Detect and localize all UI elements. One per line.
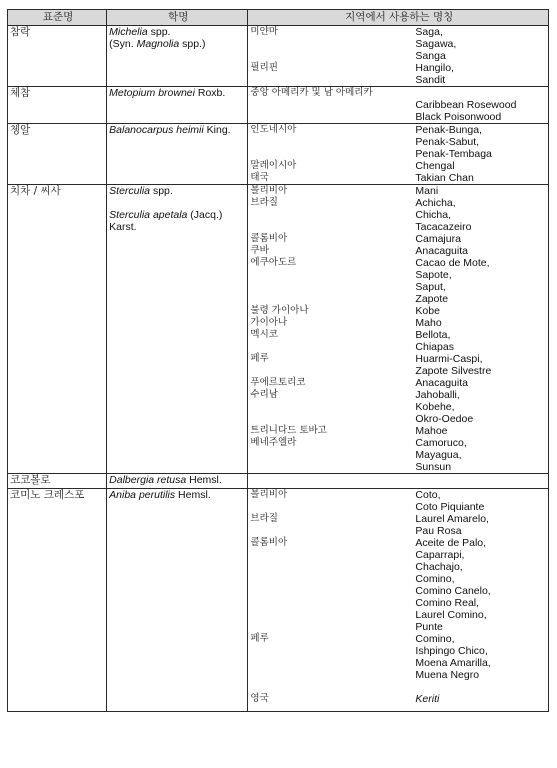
local-name: Coto Piquiante xyxy=(415,501,485,513)
region-name: 베네주엘라 xyxy=(250,437,297,448)
local-name: Ishpingo Chico, xyxy=(415,645,488,657)
local-name: Coto, xyxy=(415,489,441,501)
spacer xyxy=(109,197,247,209)
local-names-cell xyxy=(248,489,549,712)
local-name: Comino, xyxy=(415,633,455,645)
standard-name-cell: 참락 xyxy=(8,26,107,87)
scientific-name-genus: Sterculia xyxy=(109,185,151,197)
region-group xyxy=(250,305,548,317)
local-name: Pau Rosa xyxy=(415,525,462,537)
region-group xyxy=(250,124,548,160)
local-name: Camoruco, xyxy=(415,437,467,449)
local-name: Sagawa, xyxy=(415,38,457,50)
region-name: 콜롬비아 xyxy=(250,233,288,244)
scientific-name-genus: Dalbergia retusa xyxy=(109,474,187,486)
scientific-name-genus: Metopium brownei xyxy=(109,87,195,99)
local-name: Anacaguita xyxy=(415,245,468,257)
local-name-list xyxy=(415,317,548,329)
local-name xyxy=(415,87,548,99)
local-name: Hangilo, xyxy=(415,62,454,74)
scientific-name-line xyxy=(109,124,247,136)
local-name-list xyxy=(415,257,548,305)
local-name: Chengal xyxy=(415,160,455,172)
spacer xyxy=(250,681,548,693)
local-name: Saput, xyxy=(415,281,446,293)
local-name-list xyxy=(415,693,548,705)
region-group xyxy=(250,377,548,389)
region-name: 트리니다드 토바고 xyxy=(250,425,327,436)
local-name-list xyxy=(415,233,548,245)
region-name: 가이아나 xyxy=(250,317,288,328)
scientific-name-line xyxy=(109,209,247,221)
scientific-name-author: King. xyxy=(203,124,231,136)
local-name-list xyxy=(415,513,548,537)
local-name: Okro-Oedoe xyxy=(415,413,474,425)
region-group xyxy=(250,693,548,705)
table-row xyxy=(8,87,549,124)
region-group xyxy=(250,489,548,513)
table-body xyxy=(8,26,549,712)
local-name: Black Poisonwood xyxy=(415,111,502,123)
table-row xyxy=(8,26,549,87)
region-group xyxy=(250,389,548,425)
local-name-list xyxy=(415,353,548,377)
scientific-name-genus: Michelia xyxy=(109,26,148,38)
scientific-name-line xyxy=(109,474,247,486)
scientific-name-line xyxy=(109,38,247,50)
local-name: Caparrapi, xyxy=(415,549,465,561)
local-name: Penak-Bunga, xyxy=(415,124,482,136)
region-name: 에쿠아도르 xyxy=(250,257,297,268)
region-group xyxy=(250,197,548,233)
region-group xyxy=(250,62,548,86)
region-group xyxy=(250,26,548,62)
scientific-name-author: spp.) xyxy=(179,38,206,50)
standard-name-cell: 체참 xyxy=(8,87,107,124)
local-name-list xyxy=(415,377,548,389)
local-name-list xyxy=(415,537,548,633)
scientific-name-line xyxy=(109,221,247,233)
scientific-name-author: Hemsl. xyxy=(175,489,211,501)
local-name: Chachajo, xyxy=(415,561,463,573)
region-group xyxy=(250,257,548,305)
local-names-cell xyxy=(248,124,549,185)
local-names-cell xyxy=(248,26,549,87)
table-row xyxy=(8,124,549,185)
local-name-list xyxy=(415,245,548,257)
local-name: Takian Chan xyxy=(415,172,474,184)
local-name-list xyxy=(415,329,548,353)
local-name: Chiapas xyxy=(415,341,454,353)
standard-name-cell: 쳉알 xyxy=(8,124,107,185)
local-name: Jahoballi, xyxy=(415,389,460,401)
region-name: 인도네시아 xyxy=(250,124,297,135)
wood-names-table xyxy=(7,9,549,712)
region-group xyxy=(250,437,548,473)
region-name: 필리핀 xyxy=(250,62,278,73)
local-name: Camajura xyxy=(415,233,461,245)
region-group xyxy=(250,172,548,184)
local-names-cell xyxy=(248,185,549,474)
scientific-name-cell xyxy=(107,124,248,185)
local-name: Muena Negro xyxy=(415,669,480,681)
local-name-list xyxy=(415,185,548,197)
table-row xyxy=(8,185,549,474)
region-name: 브라질 xyxy=(250,197,278,208)
region-name: 태국 xyxy=(250,172,269,183)
scientific-name-cell xyxy=(107,474,248,489)
region-name: 볼리비아 xyxy=(250,489,288,500)
standard-name-cell: 치차 / 씨사 xyxy=(8,185,107,474)
region-group xyxy=(250,317,548,329)
local-name: Zapote xyxy=(415,293,449,305)
region-name: 영국 xyxy=(250,693,269,704)
region-name: 미얀마 xyxy=(250,26,278,37)
local-name: Achicha, xyxy=(415,197,456,209)
standard-name-cell: 코코볼로 xyxy=(8,474,107,489)
scientific-name-cell xyxy=(107,185,248,474)
region-name: 쿠바 xyxy=(250,245,269,256)
scientific-name-genus: Aniba perutilis xyxy=(109,489,176,501)
table-row xyxy=(8,474,549,489)
local-name-list xyxy=(415,172,548,184)
local-name: Huarmi-Caspi, xyxy=(415,353,483,365)
scientific-name-author: spp. xyxy=(150,185,173,197)
local-name: Tacacazeiro xyxy=(415,221,472,233)
scientific-name-author: (Jacq.) xyxy=(187,209,223,221)
local-name: Sandit xyxy=(415,74,446,86)
local-names-cell xyxy=(248,87,549,124)
local-name: Sanga xyxy=(415,50,446,62)
local-name: Mayagua, xyxy=(415,449,462,461)
scientific-name-cell xyxy=(107,26,248,87)
scientific-name-cell xyxy=(107,489,248,712)
standard-name-cell: 코미노 크레스포 xyxy=(8,489,107,712)
region-group xyxy=(250,513,548,537)
local-name: Sapote, xyxy=(415,269,452,281)
local-name: Laurel Amarelo, xyxy=(415,513,489,525)
header-local-names: 지역에서 사용하는 명칭 xyxy=(248,10,549,26)
scientific-name-genus: Sterculia apetala xyxy=(109,209,188,221)
region-group xyxy=(250,185,548,197)
region-group xyxy=(250,245,548,257)
local-name: Penak-Sabut, xyxy=(415,136,480,148)
local-name: Kobe xyxy=(415,305,440,317)
local-name: Penak-Tembaga xyxy=(415,148,492,160)
header-standard-name: 표준명 xyxy=(8,10,107,26)
local-name: Comino Canelo, xyxy=(415,585,491,597)
region-group xyxy=(250,160,548,172)
scientific-name-genus: Magnolia xyxy=(136,38,180,50)
region-group xyxy=(250,633,548,681)
local-name: Moena Amarilla, xyxy=(415,657,491,669)
local-name: Anacaguita xyxy=(415,377,468,389)
header-scientific-name: 학명 xyxy=(107,10,248,26)
scientific-name-author: spp. xyxy=(147,26,171,38)
local-name: Mahoe xyxy=(415,425,448,437)
local-name: Maho xyxy=(415,317,442,329)
region-name: 페루 xyxy=(250,353,269,364)
local-name: Cacao de Mote, xyxy=(415,257,490,269)
local-name: Mani xyxy=(415,185,439,197)
region-name: 수리남 xyxy=(250,389,278,400)
header-row xyxy=(8,10,549,26)
region-group xyxy=(250,425,548,437)
local-name: Saga, xyxy=(415,26,443,38)
scientific-name-author: Roxb. xyxy=(194,87,226,99)
local-name-list xyxy=(415,425,548,437)
local-name: Punte xyxy=(415,621,443,633)
scientific-name-author: Hemsl. xyxy=(186,474,222,486)
local-name-list xyxy=(415,633,548,681)
local-name: Chicha, xyxy=(415,209,452,221)
scientific-name-author: Karst. xyxy=(109,221,137,233)
scientific-name-cell xyxy=(107,87,248,124)
scientific-name-prefix: (Syn. xyxy=(109,38,137,50)
region-name: 푸에르토리코 xyxy=(250,377,306,388)
local-name-list xyxy=(415,124,548,160)
region-group xyxy=(250,87,548,123)
local-name: Caribbean Rosewood xyxy=(415,99,517,111)
region-group xyxy=(250,537,548,633)
local-name: Comino Real, xyxy=(415,597,480,609)
local-name-list xyxy=(415,87,548,123)
scientific-name-line xyxy=(109,489,247,501)
local-name: Aceite de Palo, xyxy=(415,537,487,549)
local-name: Sunsun xyxy=(415,461,452,473)
local-name: Zapote Silvestre xyxy=(415,365,492,377)
local-name-list xyxy=(415,389,548,425)
local-name-list xyxy=(415,160,548,172)
region-name: 브라질 xyxy=(250,513,278,524)
region-name: 멕시코 xyxy=(250,329,278,340)
local-name-list xyxy=(415,197,548,233)
local-name-list xyxy=(415,26,548,62)
region-name: 페루 xyxy=(250,633,269,644)
region-group xyxy=(250,353,548,377)
region-name: 중앙 아메리카 및 남 아메리카 xyxy=(250,87,373,98)
table-row xyxy=(8,489,549,712)
region-group xyxy=(250,233,548,245)
local-name: Kobehe, xyxy=(415,401,455,413)
local-name-list xyxy=(415,437,548,473)
local-name-list xyxy=(415,305,548,317)
region-name: 말레이시아 xyxy=(250,160,297,171)
region-group xyxy=(250,329,548,353)
scientific-name-line xyxy=(109,87,247,99)
local-name-list xyxy=(415,489,548,513)
local-names-cell xyxy=(248,474,549,489)
local-name: Keriti xyxy=(415,693,440,705)
scientific-name-genus: Balanocarpus heimii xyxy=(109,124,204,136)
scientific-name-line xyxy=(109,185,247,197)
local-name: Laurel Comino, xyxy=(415,609,487,621)
region-name: 볼리비아 xyxy=(250,185,288,196)
scientific-name-line xyxy=(109,26,247,38)
local-name: Comino, xyxy=(415,573,455,585)
region-name: 불령 가이아나 xyxy=(250,305,309,316)
region-name: 콜롬비아 xyxy=(250,537,288,548)
local-name-list xyxy=(415,62,548,86)
local-name: Bellota, xyxy=(415,329,451,341)
